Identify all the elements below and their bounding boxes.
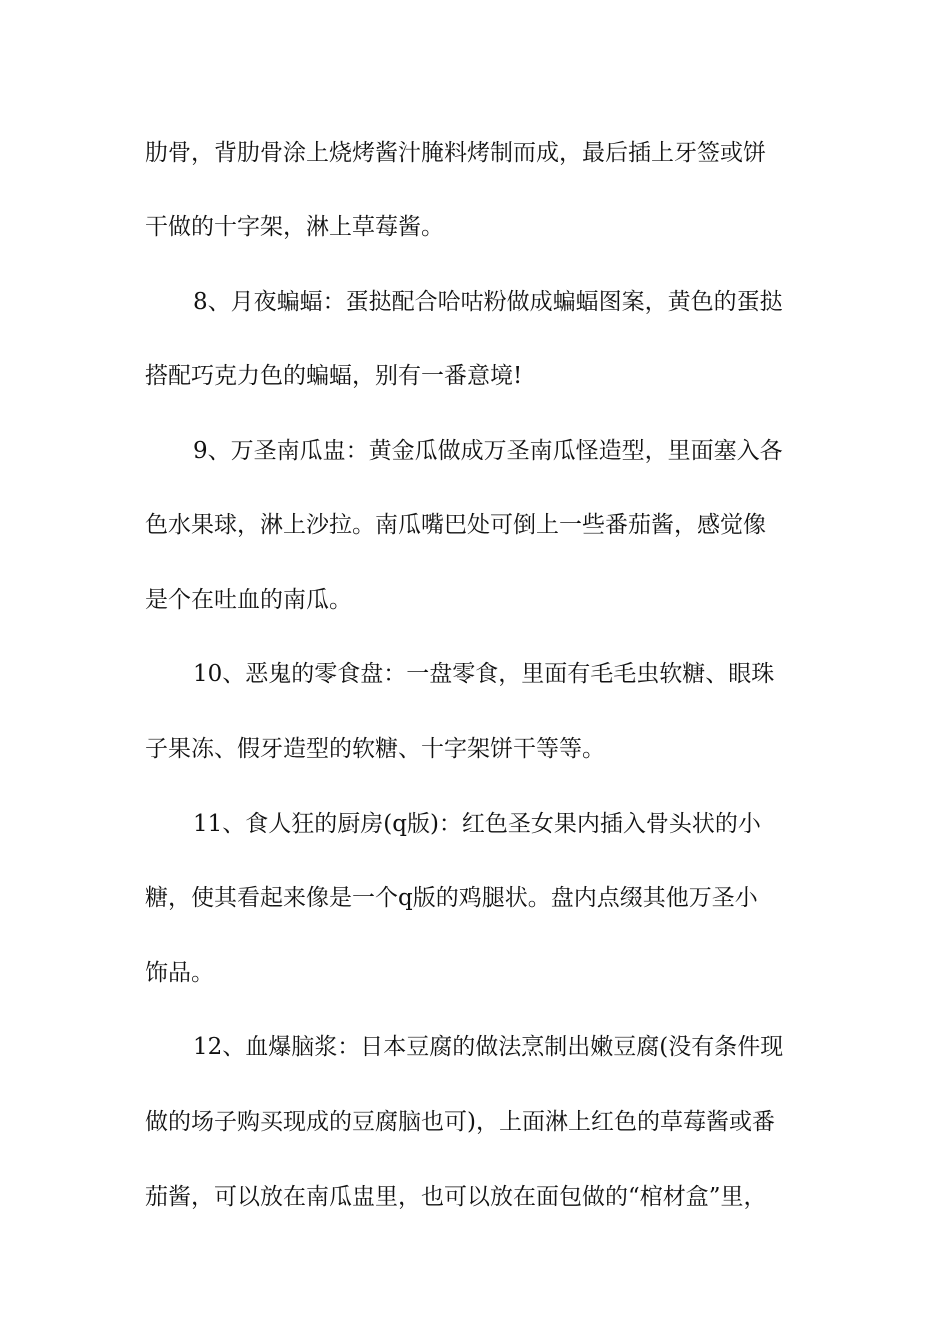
text-line: 子果冻、假牙造型的软糖、十字架饼干等等。: [145, 736, 605, 762]
text-line: 糖，使其看起来像是一个q版的鸡腿状。盘内点缀其他万圣小: [145, 885, 758, 911]
text-line: 茄酱，可以放在南瓜盅里，也可以放在面包做的“棺材盒”里，: [145, 1184, 767, 1210]
paragraph-start-line: 10、恶鬼的零食盘：一盘零食，里面有毛毛虫软糖、眼珠: [193, 661, 775, 687]
text-line: 肋骨，背肋骨涂上烧烤酱汁腌料烤制而成，最后插上牙签或饼: [145, 140, 766, 166]
text-line: 搭配巧克力色的蝙蝠，别有一番意境!: [145, 363, 523, 389]
paragraph-start-line: 9、万圣南瓜盅：黄金瓜做成万圣南瓜怪造型，里面塞入各: [193, 438, 783, 464]
paragraph-start-line: 12、血爆脑浆：日本豆腐的做法烹制出嫩豆腐(没有条件现: [193, 1034, 784, 1060]
text-line: 干做的十字架，淋上草莓酱。: [145, 214, 444, 240]
text-line: 做的场子购买现成的豆腐脑也可)，上面淋上红色的草莓酱或番: [145, 1109, 775, 1135]
paragraph-start-line: 11、食人狂的厨房(q版)：红色圣女果内插入骨头状的小: [193, 811, 761, 837]
text-line: 是个在吐血的南瓜。: [145, 587, 352, 613]
text-line: 饰品。: [145, 960, 214, 986]
paragraph-start-line: 8、月夜蝙蝠：蛋挞配合哈咕粉做成蝙蝠图案，黄色的蛋挞: [193, 289, 783, 315]
text-line: 色水果球，淋上沙拉。南瓜嘴巴处可倒上一些番茄酱，感觉像: [145, 512, 766, 538]
